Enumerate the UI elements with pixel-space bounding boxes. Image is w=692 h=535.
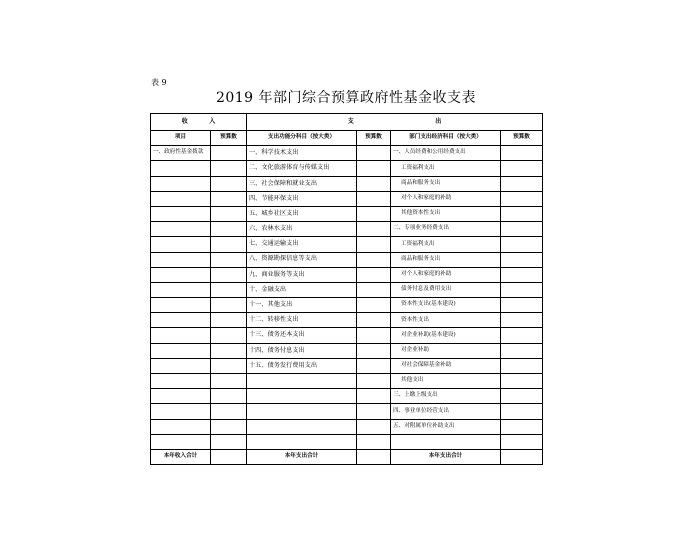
function-budget-cell bbox=[357, 191, 391, 206]
income-band bbox=[151, 114, 247, 131]
economic-budget-cell bbox=[501, 206, 543, 221]
economic-item-cell: 二、专项业务经费支出 bbox=[391, 222, 501, 237]
income-item-cell bbox=[151, 389, 211, 404]
function-item-cell: 三、社会保障和就业支出 bbox=[247, 176, 357, 191]
function-item-cell: 六、农林水支出 bbox=[247, 222, 357, 237]
function-budget-cell bbox=[357, 419, 391, 434]
table-row bbox=[151, 298, 543, 313]
economic-item-cell: 商品和服务支出 bbox=[391, 252, 501, 267]
income-budget-cell bbox=[211, 176, 247, 191]
economic-budget-cell bbox=[501, 328, 543, 343]
function-item-cell: 十三、债务还本支出 bbox=[247, 328, 357, 343]
function-item-cell: 四、节能环保支出 bbox=[247, 191, 357, 206]
economic-item-cell: 工资福利支出 bbox=[391, 237, 501, 252]
function-budget-cell bbox=[357, 282, 391, 297]
income-budget-cell bbox=[211, 298, 247, 313]
economic-item-cell: 三、上缴上级支出 bbox=[391, 389, 501, 404]
economic-budget-cell bbox=[501, 161, 543, 176]
table-row bbox=[151, 358, 543, 373]
income-item-cell bbox=[151, 374, 211, 389]
income-budget-cell bbox=[211, 419, 247, 434]
income-budget-cell bbox=[211, 161, 247, 176]
income-item-cell bbox=[151, 176, 211, 191]
table-row bbox=[151, 267, 543, 282]
economic-budget-cell bbox=[501, 374, 543, 389]
economic-item-cell bbox=[391, 434, 501, 449]
header-cell: 预算数 bbox=[211, 131, 247, 146]
economic-item-cell: 一、人员经费和公用经费支出 bbox=[391, 146, 501, 161]
income-budget-cell bbox=[211, 206, 247, 221]
table-row bbox=[151, 206, 543, 221]
function-item-cell bbox=[247, 419, 357, 434]
economic-budget-cell bbox=[501, 419, 543, 434]
economic-item-cell: 对社会保障基金补助 bbox=[391, 358, 501, 373]
income-item-cell bbox=[151, 191, 211, 206]
function-budget-cell bbox=[357, 328, 391, 343]
header-cell: 项目 bbox=[151, 131, 211, 146]
table-row bbox=[151, 389, 543, 404]
header-cell: 预算数 bbox=[501, 131, 543, 146]
function-budget-cell bbox=[357, 176, 391, 191]
economic-budget-cell bbox=[501, 191, 543, 206]
function-item-cell: 十四、债务付息支出 bbox=[247, 343, 357, 358]
function-item-cell: 五、城乡社区支出 bbox=[247, 206, 357, 221]
income-total-value bbox=[211, 449, 247, 464]
income-budget-cell bbox=[211, 237, 247, 252]
table-row bbox=[151, 161, 543, 176]
income-budget-cell bbox=[211, 434, 247, 449]
function-budget-cell bbox=[357, 267, 391, 282]
economic-budget-cell bbox=[501, 404, 543, 419]
table-row bbox=[151, 419, 543, 434]
income-item-cell bbox=[151, 206, 211, 221]
economic-budget-cell bbox=[501, 389, 543, 404]
economic-budget-cell bbox=[501, 146, 543, 161]
table-row bbox=[151, 434, 543, 449]
income-budget-cell bbox=[211, 343, 247, 358]
economic-budget-cell bbox=[501, 313, 543, 328]
income-item-cell bbox=[151, 434, 211, 449]
function-item-cell: 十、金融支出 bbox=[247, 282, 357, 297]
income-item-cell bbox=[151, 267, 211, 282]
income-item-cell bbox=[151, 328, 211, 343]
total-row bbox=[151, 449, 543, 464]
table-row bbox=[151, 237, 543, 252]
economic-budget-cell bbox=[501, 298, 543, 313]
function-item-cell: 八、资源勘探信息等支出 bbox=[247, 252, 357, 267]
economic-item-cell: 商品和服务支出 bbox=[391, 176, 501, 191]
income-budget-cell bbox=[211, 358, 247, 373]
function-budget-cell bbox=[357, 237, 391, 252]
economic-budget-cell bbox=[501, 252, 543, 267]
function-budget-cell bbox=[357, 389, 391, 404]
expense-band-char: 出 bbox=[435, 118, 442, 125]
function-total-label: 本年支出合计 bbox=[247, 449, 357, 464]
function-budget-cell bbox=[357, 298, 391, 313]
function-budget-cell bbox=[357, 252, 391, 267]
income-budget-cell bbox=[211, 328, 247, 343]
table-row bbox=[151, 282, 543, 297]
income-budget-cell bbox=[211, 313, 247, 328]
function-budget-cell bbox=[357, 434, 391, 449]
income-item-cell bbox=[151, 161, 211, 176]
income-item-cell bbox=[151, 404, 211, 419]
income-budget-cell bbox=[211, 252, 247, 267]
income-item-cell bbox=[151, 343, 211, 358]
table-row bbox=[151, 404, 543, 419]
function-item-cell: 十五、债务发行费用支出 bbox=[247, 358, 357, 373]
function-budget-cell bbox=[357, 343, 391, 358]
income-budget-cell bbox=[211, 404, 247, 419]
economic-item-cell: 债务付息及费用支出 bbox=[391, 282, 501, 297]
budget-table bbox=[150, 113, 543, 465]
table-row bbox=[151, 374, 543, 389]
income-budget-cell bbox=[211, 267, 247, 282]
economic-item-cell: 工资福利支出 bbox=[391, 161, 501, 176]
income-item-cell bbox=[151, 282, 211, 297]
table-row bbox=[151, 176, 543, 191]
income-budget-cell bbox=[211, 146, 247, 161]
income-item-cell bbox=[151, 313, 211, 328]
economic-budget-cell bbox=[501, 343, 543, 358]
table-row bbox=[151, 146, 543, 161]
table-row bbox=[151, 328, 543, 343]
economic-item-cell: 对企业补助(基本建设) bbox=[391, 328, 501, 343]
function-item-cell: 十二、转移性支出 bbox=[247, 313, 357, 328]
function-item-cell: 七、交通运输支出 bbox=[247, 237, 357, 252]
economic-item-cell: 其他支出 bbox=[391, 374, 501, 389]
function-budget-cell bbox=[357, 313, 391, 328]
income-item-cell bbox=[151, 298, 211, 313]
expense-band bbox=[247, 114, 543, 131]
income-item-cell bbox=[151, 222, 211, 237]
page-title: 2019 年部门综合预算政府性基金收支表 bbox=[215, 90, 477, 106]
economic-item-cell: 四、事业单位经营支出 bbox=[391, 404, 501, 419]
income-budget-cell bbox=[211, 389, 247, 404]
economic-item-cell: 资本性支出 bbox=[391, 313, 501, 328]
income-budget-cell bbox=[211, 282, 247, 297]
function-item-cell: 十一、其他支出 bbox=[247, 298, 357, 313]
table-row bbox=[151, 191, 543, 206]
income-band-char: 入 bbox=[209, 118, 216, 125]
income-item-cell bbox=[151, 419, 211, 434]
economic-item-cell: 对企业补助 bbox=[391, 343, 501, 358]
income-item-cell bbox=[151, 237, 211, 252]
function-budget-cell bbox=[357, 358, 391, 373]
function-item-cell: 一、科学技术支出 bbox=[247, 146, 357, 161]
function-budget-cell bbox=[357, 404, 391, 419]
function-item-cell bbox=[247, 434, 357, 449]
function-budget-cell bbox=[357, 146, 391, 161]
economic-item-cell: 其他资本性支出 bbox=[391, 206, 501, 221]
function-budget-cell bbox=[357, 206, 391, 221]
economic-item-cell: 资本性支出(基本建设) bbox=[391, 298, 501, 313]
function-item-cell bbox=[247, 389, 357, 404]
function-total-value bbox=[357, 449, 391, 464]
income-item-cell bbox=[151, 252, 211, 267]
economic-budget-cell bbox=[501, 434, 543, 449]
function-budget-cell bbox=[357, 374, 391, 389]
income-budget-cell bbox=[211, 222, 247, 237]
table-row bbox=[151, 343, 543, 358]
income-budget-cell bbox=[211, 191, 247, 206]
economic-budget-cell bbox=[501, 237, 543, 252]
economic-budget-cell bbox=[501, 267, 543, 282]
band-row bbox=[151, 114, 543, 131]
economic-budget-cell bbox=[501, 222, 543, 237]
function-item-cell bbox=[247, 404, 357, 419]
economic-total-label: 本年支出合计 bbox=[391, 449, 501, 464]
table-number: 表 9 bbox=[151, 78, 167, 87]
table-row bbox=[151, 252, 543, 267]
header-cell: 预算数 bbox=[357, 131, 391, 146]
income-item-cell bbox=[151, 358, 211, 373]
table-row bbox=[151, 313, 543, 328]
table-row bbox=[151, 222, 543, 237]
economic-item-cell: 对个人和家庭的补助 bbox=[391, 191, 501, 206]
income-band-char: 收 bbox=[181, 118, 188, 125]
function-budget-cell bbox=[357, 222, 391, 237]
header-cell: 支出功能分科目（按大类） bbox=[247, 131, 357, 146]
header-row bbox=[151, 131, 543, 146]
income-item-cell: 一、政府性基金拨款 bbox=[151, 146, 211, 161]
function-item-cell bbox=[247, 374, 357, 389]
function-item-cell: 二、文化旅游体育与传媒支出 bbox=[247, 161, 357, 176]
income-budget-cell bbox=[211, 374, 247, 389]
economic-budget-cell bbox=[501, 282, 543, 297]
expense-band-char: 支 bbox=[347, 118, 354, 125]
function-item-cell: 九、商业服务等支出 bbox=[247, 267, 357, 282]
function-budget-cell bbox=[357, 161, 391, 176]
economic-item-cell: 对个人和家庭的补助 bbox=[391, 267, 501, 282]
income-total-label: 本年收入合计 bbox=[151, 449, 211, 464]
economic-budget-cell bbox=[501, 176, 543, 191]
economic-total-value bbox=[501, 449, 543, 464]
economic-budget-cell bbox=[501, 358, 543, 373]
header-cell: 部门支出经济科目（按大类） bbox=[391, 131, 501, 146]
economic-item-cell: 五、对附属单位补助支出 bbox=[391, 419, 501, 434]
